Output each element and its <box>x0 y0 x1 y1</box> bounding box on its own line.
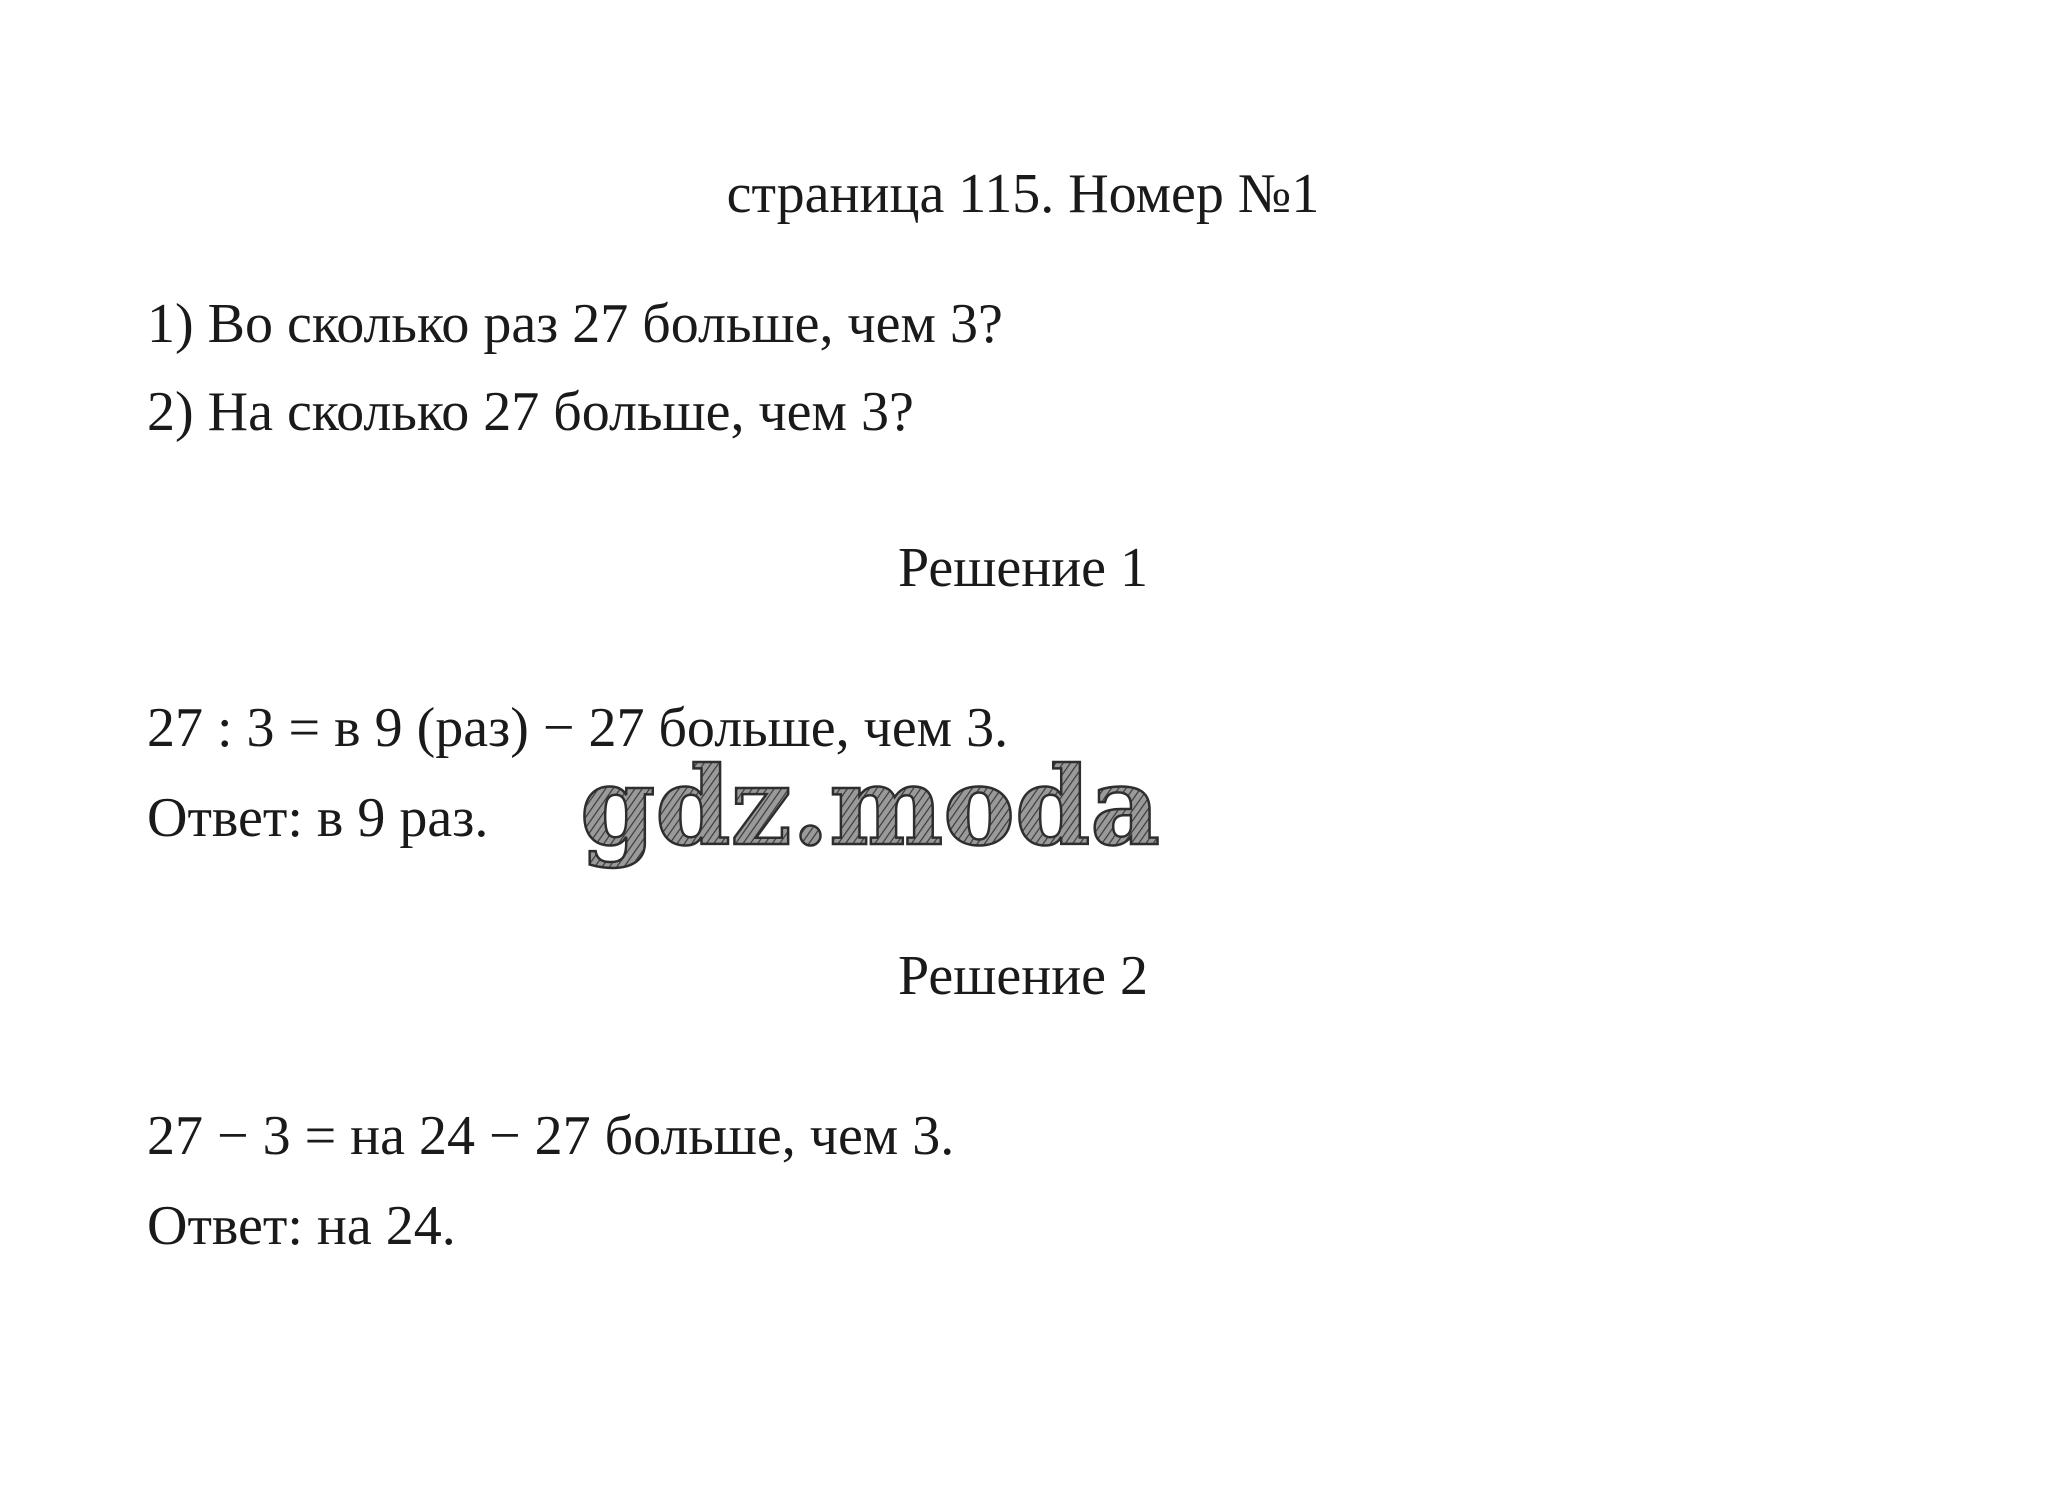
solution-2-equation: 27 − 3 = на 24 − 27 больше, чем 3. <box>147 1105 955 1167</box>
page-title: страница 115. Номер №1 <box>726 163 1320 225</box>
solution-2-heading: Решение 2 <box>897 945 1149 1007</box>
solution-1-heading: Решение 1 <box>897 537 1149 599</box>
solution-1-equation: 27 : 3 = в 9 (раз) − 27 больше, чем 3. <box>147 697 1009 759</box>
solution-1-answer: Ответ: в 9 раз. <box>147 787 489 849</box>
watermark-logo <box>572 752 1172 887</box>
svg-text:gdz.moda: gdz.moda <box>580 752 1160 870</box>
solution-2-answer: Ответ: на 24. <box>147 1195 456 1257</box>
question-2: 2) На сколько 27 больше, чем 3? <box>147 381 914 443</box>
watermark-logo-graphic <box>572 752 1172 882</box>
question-1: 1) Во сколько раз 27 больше, чем 3? <box>147 293 1003 355</box>
